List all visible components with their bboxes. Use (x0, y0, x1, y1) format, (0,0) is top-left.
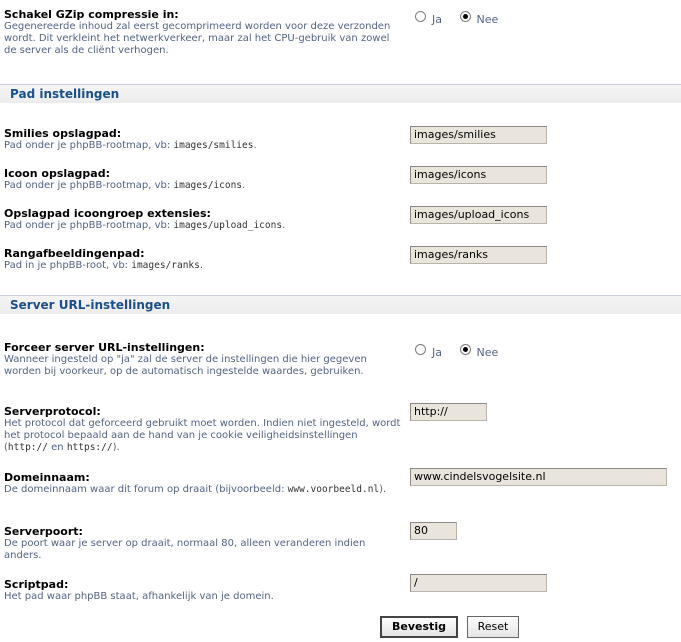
desc-text: . (253, 140, 257, 151)
force-no-radio[interactable] (460, 346, 499, 359)
smilies-path-input[interactable]: images/smilies (410, 126, 547, 144)
section-server-url-title: Server URL-instellingen (10, 298, 171, 312)
desc-text: Pad onder je phpBB-rootmap, vb: (4, 180, 174, 191)
script-path-input[interactable]: / (410, 574, 547, 592)
gzip-radio-group (415, 13, 512, 28)
gzip-desc: Gegenereerde inhoud zal eerst gecomprimeerd worden voor deze verzonden wordt. Dit verkleint het netwerkverkeer, maar zal het CPU-gebruik van zowel de server als de cliënt verhogen. (4, 21, 391, 56)
domain-name-input[interactable]: www.cindelsvogelsite.nl (410, 468, 667, 486)
server-protocol-input[interactable]: http:// (410, 403, 487, 421)
radio-checked-icon[interactable] (460, 11, 471, 22)
server-protocol-desc (4, 418, 404, 454)
server-port-label (4, 525, 404, 562)
desc-text: Pad in je phpBB-root, vb: (4, 260, 132, 271)
section-paths-title: Pad instellingen (10, 87, 120, 101)
desc-code: images/smilies (173, 140, 254, 151)
smilies-path-label (4, 127, 404, 152)
desc-code: images/ranks (131, 260, 200, 271)
icons-path-input[interactable]: images/icons (410, 166, 547, 184)
domain-name-label (4, 471, 404, 496)
submit-button[interactable]: Bevestig (380, 616, 458, 638)
server-port-input[interactable]: 80 (410, 522, 457, 540)
section-server-url (0, 295, 681, 314)
force-no-label: Nee (476, 346, 499, 359)
server-protocol-label (4, 405, 404, 454)
gzip-label (4, 8, 404, 57)
radio-checked-icon[interactable] (460, 344, 471, 355)
ranks-path-label (4, 247, 404, 272)
server-port-desc: De poort waar je server op draait, normaal 80, alleen veranderen indien anders. (4, 538, 366, 561)
desc-text: ). (112, 442, 120, 453)
desc-text: Pad onder je phpBB-rootmap, vb: (4, 140, 174, 151)
desc-text: . (242, 180, 246, 191)
icons-path-label (4, 167, 404, 192)
desc-text: ). (379, 484, 387, 495)
force-server-url-label (4, 341, 404, 378)
gzip-no-label: Nee (476, 13, 499, 26)
gzip-yes-radio[interactable] (415, 13, 442, 26)
gzip-title: Schakel GZip compressie in: (4, 8, 179, 21)
desc-code: images/upload_icons (173, 220, 283, 231)
desc-text: . (199, 260, 204, 271)
force-server-url-title: Forceer server URL-instellingen: (4, 341, 205, 354)
server-port-title: Serverpoort: (4, 525, 83, 538)
ranks-path-desc (4, 260, 404, 272)
upload-icons-path-label (4, 207, 404, 232)
domain-name-desc (4, 484, 404, 496)
icons-path-title: Icoon opslagpad: (4, 167, 111, 180)
force-server-url-radio-group (415, 346, 512, 361)
desc-code: http:// (7, 442, 48, 453)
domain-name-title: Domeinnaam: (4, 471, 90, 484)
desc-code: https:// (66, 442, 113, 453)
desc-code: images/icons (173, 180, 243, 191)
script-path-desc: Het pad waar phpBB staat, afhankelijk van je domein. (4, 591, 274, 602)
reset-button[interactable]: Reset (467, 616, 519, 638)
smilies-path-title: Smilies opslagpad: (4, 127, 122, 140)
desc-text: De domeinnaam waar dit forum op draait (bijvoorbeeld: (4, 484, 288, 495)
desc-text: . (282, 220, 286, 231)
radio-unchecked-icon[interactable] (415, 344, 426, 355)
gzip-no-radio[interactable] (460, 13, 499, 26)
force-server-url-desc: Wanneer ingesteld op "ja" zal de server de instellingen die hier gegeven worden bij voorkeur, op de automatisch ingestelde waardes, gebruiken. (4, 354, 367, 377)
radio-unchecked-icon[interactable] (415, 11, 426, 22)
upload-icons-path-input[interactable]: images/upload_icons (410, 206, 547, 224)
gzip-yes-label: Ja (432, 13, 442, 26)
ranks-path-title: Rangafbeeldingenpad: (4, 247, 145, 260)
desc-text: Pad onder je phpBB-rootmap, vb: (4, 220, 174, 231)
desc-text: en (47, 442, 67, 453)
desc-text: Het protocol dat geforceerd gebruikt moet worden. Indien niet ingesteld, wordt het protocol bepaald aan de hand van je cookie veiligheidsinstellingen ( (4, 418, 401, 453)
upload-icons-path-desc (4, 220, 404, 232)
upload-icons-path-title: Opslagpad icoongroep extensies: (4, 207, 211, 220)
section-paths (0, 84, 681, 103)
force-yes-label: Ja (432, 346, 442, 359)
ranks-path-input[interactable]: images/ranks (410, 246, 547, 264)
smilies-path-desc (4, 140, 404, 152)
force-yes-radio[interactable] (415, 346, 442, 359)
script-path-label (4, 578, 404, 603)
script-path-title: Scriptpad: (4, 578, 69, 591)
server-protocol-title: Serverprotocol: (4, 405, 101, 418)
icons-path-desc (4, 180, 404, 192)
desc-code: www.voorbeeld.nl (287, 484, 380, 495)
